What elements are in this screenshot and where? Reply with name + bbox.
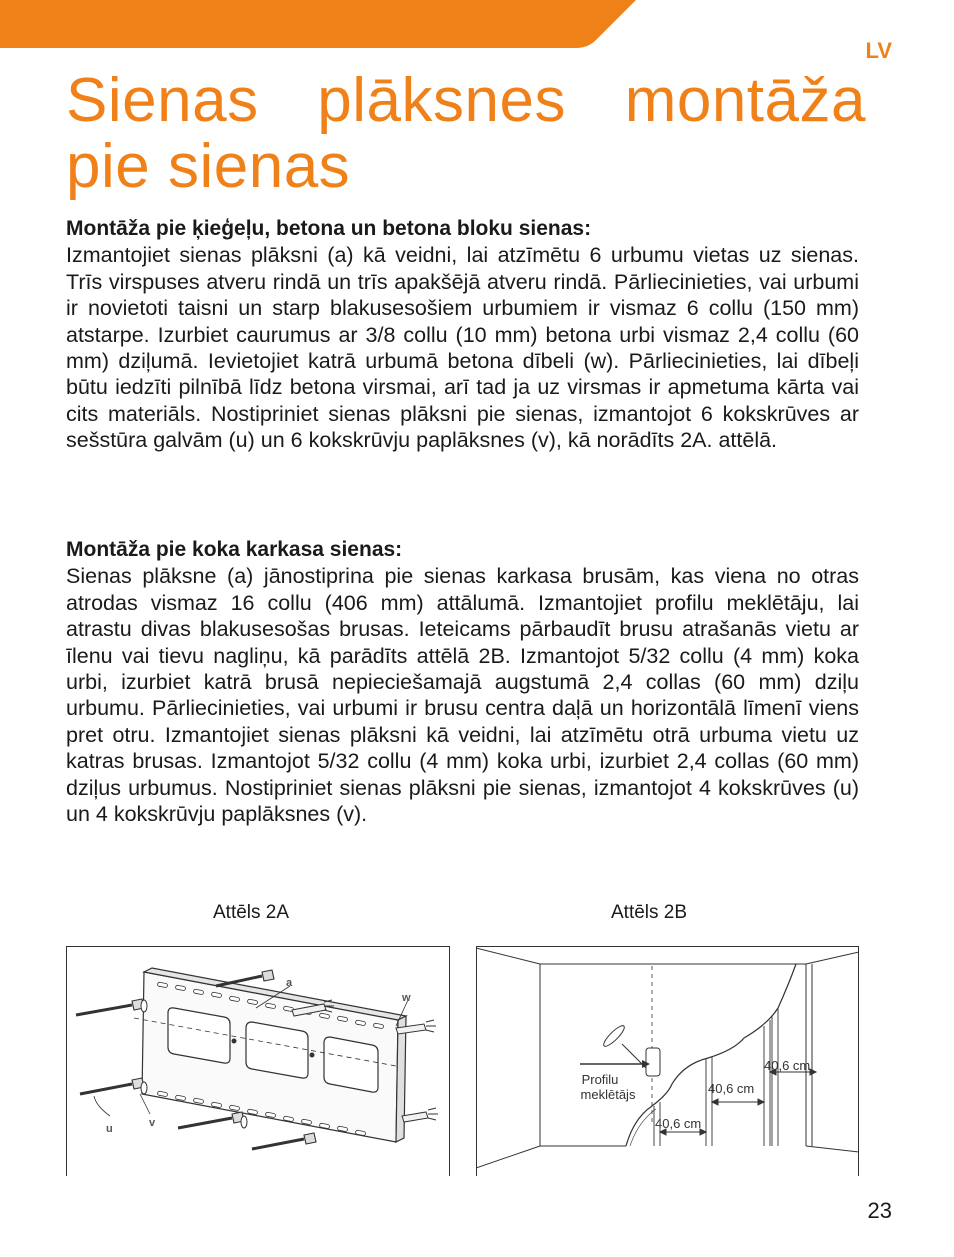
section-masonry <box>66 216 859 454</box>
finder-label-line2: meklētājs <box>580 1087 636 1102</box>
figure-2a <box>66 946 450 1176</box>
header-banner <box>0 0 954 48</box>
section-wood-frame <box>66 537 859 827</box>
stud-finder-drawing <box>476 946 859 1176</box>
figure-caption-2b: Attēls 2B <box>611 902 688 923</box>
finder-label-line1: Profilu <box>581 1072 619 1087</box>
section-heading: Montāža pie koka karkasa sienas: <box>66 538 403 561</box>
label-a: a <box>286 977 293 989</box>
section-body: Izmantojiet sienas plāksni (a) kā veidni, lai atzīmētu 6 urbumu vietas uz sienas. Trīs virspuses atveru rindā un trīs apakšējā atveru rindā. Pārliecinieties, vai urbumi ir novietoti taisni un starp blakusesošiem urbumiem ir vismaz 6 collu (150 mm) atstarpe. Izurbiet caurumus ar 3/8 collu (10 mm) betona urbi vismaz 2,4 collu (60 mm) dziļumā. Ievietojiet katrā urbumā betona dībeli (w). Pārliecinieties, lai dībeļi būtu iedzīti pilnībā līdz betona virsmai, arī tad ja uz virsmas ir apmetuma kārta vai cits materiāls. Nostipriniet sienas plāksni pie sienas, izmantojot 6 kokskrūves ar sešstūra galvām (u) un 6 kokskrūvju paplāksnes (v), kā norādīts 2A. attēlā. <box>66 243 859 453</box>
label-w: w <box>402 992 411 1004</box>
label-u: u <box>106 1123 113 1135</box>
label-v: v <box>149 1117 156 1129</box>
stud-finder-device <box>646 1048 660 1076</box>
figure-caption-2a: Attēls 2A <box>213 902 290 923</box>
dimension-label: 40,6 cm <box>764 1058 811 1073</box>
section-body: Sienas plāksne (a) jānostiprina pie sienas karkasa brusām, kas viena no otras atrodas vismaz 16 collu (406 mm) attālumā. Izmantojiet profilu meklētāju, lai atrastu divas blakusesošas brusas. Ieteicams pārbaudīt brusu atrašanās vietu ar īlenu vai tievu nagliņu, kā parādīts attēlā 2B. Izmantojot 5/32 collu (4 mm) koka urbi, izurbiet katrā brusā nepieciešamajā augstumā 2,4 collas (60 mm) dziļu urbumu. Pārliecinieties, vai urbumi ir brusu centra daļā un horizontālā līmenī viens pret otru. Izmantojiet sienas plāksni kā veidni, lai atzīmētu otrā urbuma vietu uz katras brusas. Izmantojot 5/32 collu (4 mm) koka urbi, izurbiet 2,4 collas (60 mm) dziļus urbumus. Nostipriniet sienas plāksni pie sienas, izmantojot 4 kokskrūves (u) un 4 kokskrūvju paplāksnes (v). <box>66 564 859 827</box>
dimension-label: 40,6 cm <box>655 1116 702 1131</box>
page-title: Sienas plāksnes montāža pie sienas <box>66 66 866 201</box>
dimension-label: 40,6 cm <box>708 1081 755 1096</box>
wall-plate-drawing <box>66 946 450 1176</box>
language-code: LV <box>865 38 892 63</box>
awl-icon <box>601 1023 646 1068</box>
section-heading: Montāža pie ķieģeļu, betona un betona bloku sienas: <box>66 217 592 240</box>
page-number: 23 <box>867 1198 892 1223</box>
figure-2b <box>476 946 859 1176</box>
